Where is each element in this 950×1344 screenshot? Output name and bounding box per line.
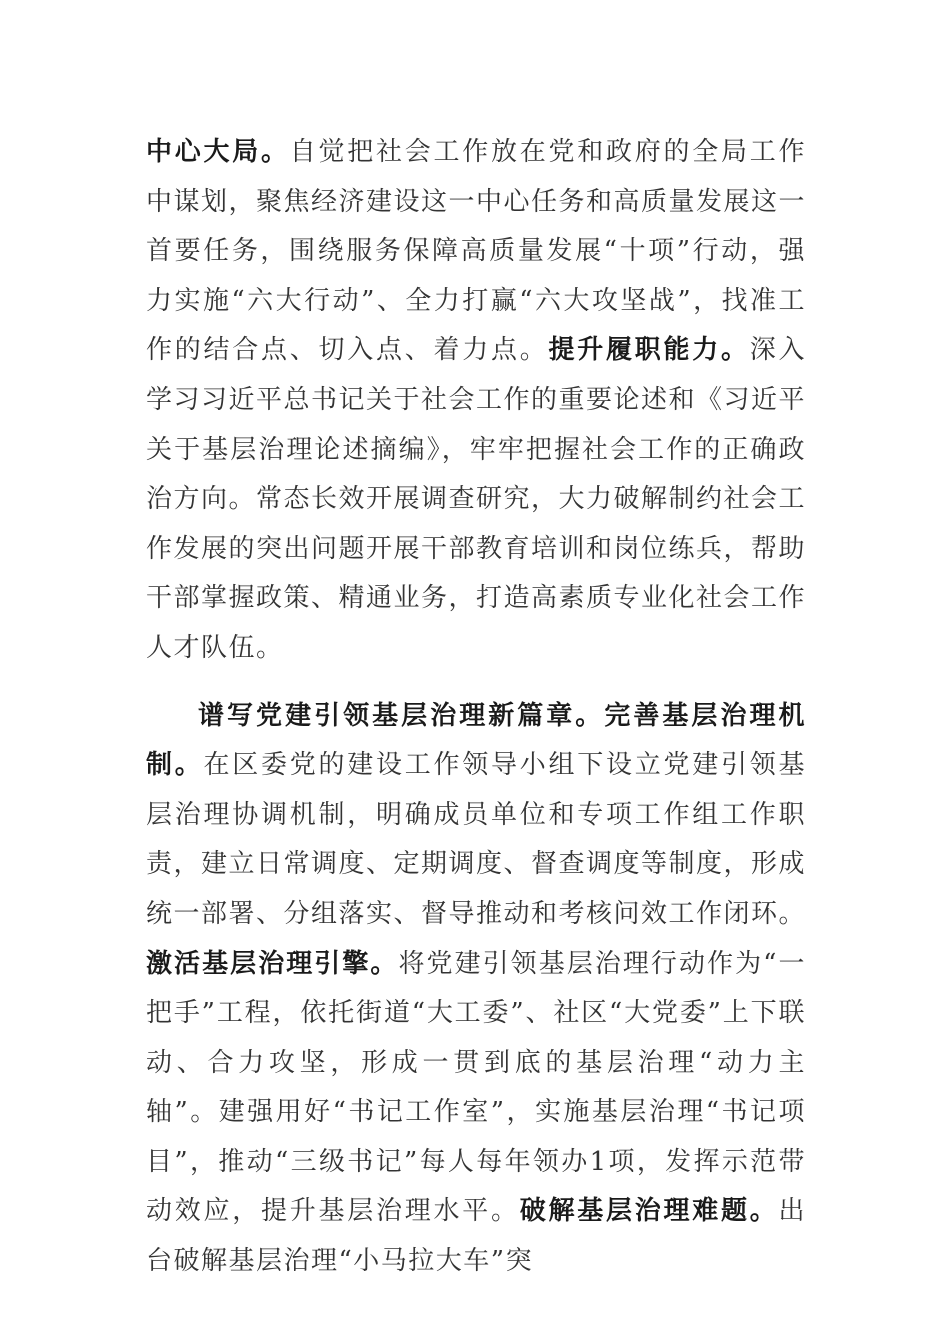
heading-activate-engine: 激活基层治理引擎。	[146, 948, 399, 979]
body-text: 将党建引领基层治理行动作为“一把手”工程，依托街道“大工委”、社区“大党委”上下联动、合力攻坚，形成一贯到底的基层治理“动力主轴”。建强用好“书记工作室”，实施基层治理“书记项目”，推动“三级书记”每人每年领办1项，发挥示范带动效应，提升基层治理水平。	[146, 948, 806, 1227]
body-text: 自觉把社会工作放在党和政府的全局工作中谋划，聚焦经济建设这一中心任务和高质量发展这一首要任务，围绕服务保障高质量发展“十项”行动，强力实施“六大行动”、全力打赢“六大攻坚战”，找准工作的结合点、切入点、着力点。	[146, 137, 807, 366]
paragraph-gap	[146, 674, 806, 692]
heading-center-overall: 中心大局。	[146, 137, 290, 167]
document-page	[146, 128, 806, 1287]
paragraph-2	[146, 692, 806, 1287]
heading-solve-problems: 破解基层治理难题。	[519, 1196, 779, 1227]
paragraph-1	[146, 128, 806, 674]
body-text: 深入学习习近平总书记关于社会工作的重要论述和《习近平关于基层治理论述摘编》，牢牢把握社会工作的正确政治方向。常态长效开展调查研究，大力破解制约社会工作发展的突出问题开展干部教育培训和岗位练兵，帮助干部掌握政策、精通业务，打造高素质专业化社会工作人才队伍。	[146, 335, 807, 663]
body-text: 出台破解基层治理“小马拉大车”突	[146, 1196, 806, 1277]
section-title: 谱写党建引领基层治理新篇章。	[198, 700, 605, 731]
body-text: 在区委党的建设工作领导小组下设立党建引领基层治理协调机制，明确成员单位和专项工作组工作职责，建立日常调度、定期调度、督查调度等制度，形成统一部署、分组落实、督导推动和考核问效工作闭环。	[146, 750, 807, 929]
heading-improve-mechanism: 完善基层治理机制。	[146, 700, 806, 781]
heading-improve-capability: 提升履职能力。	[548, 335, 750, 366]
